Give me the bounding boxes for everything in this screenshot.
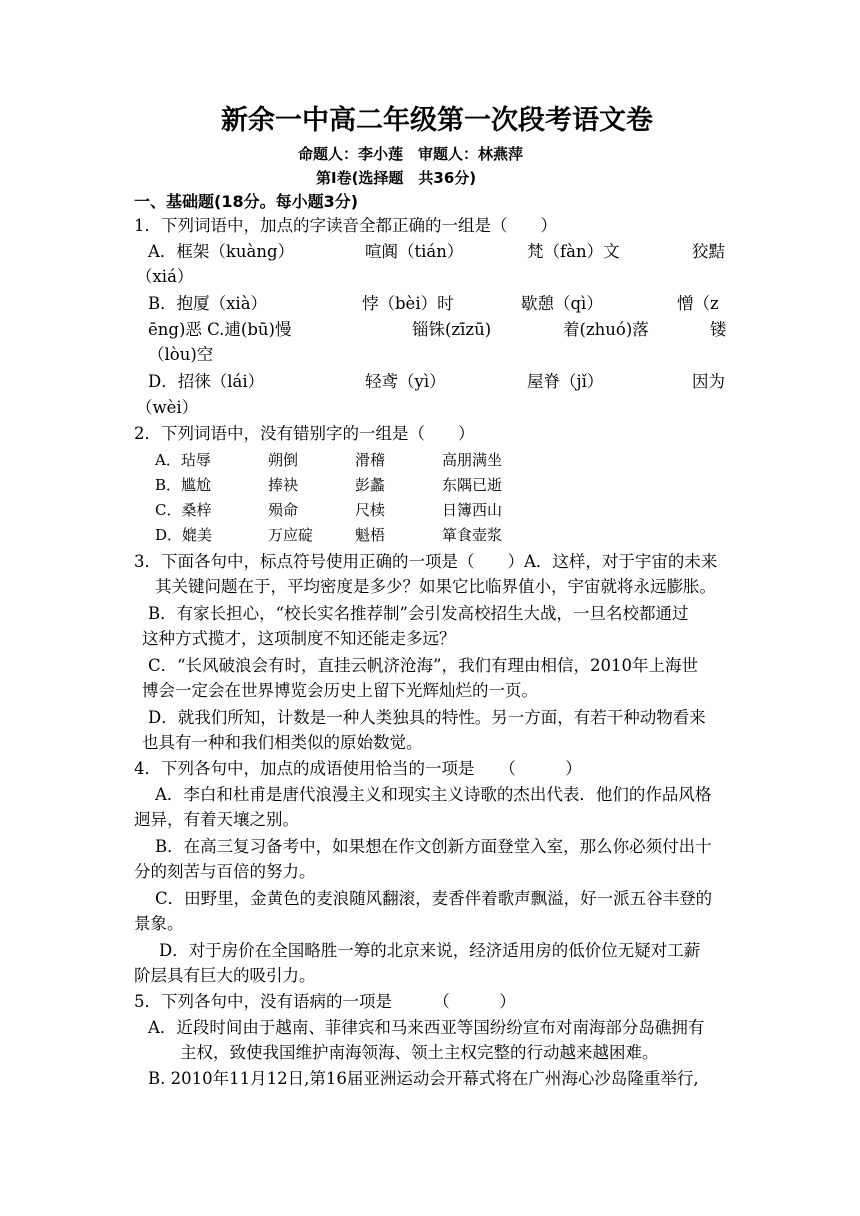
part-heading: 第Ⅰ卷(选择题 共36分) [316, 169, 477, 187]
q1-option-d-1: D．招徕（lái） [148, 372, 265, 391]
question-5-line-4: B. 2010年11月12日,第16届亚洲运动会开幕式将在广州海心沙岛隆重举行, [148, 1069, 699, 1088]
q2-a-4: 高朋满坐 [442, 451, 503, 469]
q1-option-a-2: 喧阗（tián） [365, 242, 464, 261]
question-3-line-2: 其关键问题在于，平均密度是多少？如果它比临界值小，宇宙就将永远膨胀。 [155, 577, 716, 596]
q1-option-b-4: 憎（z [677, 294, 719, 313]
section-heading: 一、基础题(18分。每小题3分) [134, 192, 359, 211]
question-3-line-3: B．有家长担心，“校长实名推荐制”会引发高校招生大战，一旦名校都通过 [148, 604, 689, 623]
question-3-line-8: 也具有一种和我们相类似的原始数觉。 [142, 733, 423, 752]
q1-option-d-2: 轻鸢（yì） [365, 372, 446, 391]
question-3-line-7: D．就我们所知，计数是一种人类独具的特性。另一方面，有若干种动物看来 [148, 708, 706, 727]
q2-a-3: 滑稽 [355, 451, 386, 469]
q1-option-a-4: 狡黠 [692, 242, 725, 261]
question-3-line-6: 博会一定会在世界博览会历史上留下光辉灿烂的一页。 [142, 681, 538, 700]
question-4-line-3: 迥异，有着天壤之别。 [134, 810, 299, 829]
authors-line: 命题人：李小莲 审题人：林燕萍 [298, 145, 524, 163]
q2-b-3: 彭蠡 [355, 476, 386, 494]
q2-c-4: 日簿西山 [442, 501, 503, 519]
q1-option-a-3: 梵（fàn）文 [527, 242, 620, 261]
q2-b-4: 东隅已逝 [442, 476, 503, 494]
question-4-line-9: 阶层具有巨大的吸引力。 [134, 966, 316, 985]
question-1-stem: 1．下列词语中，加点的字读音全都正确的一组是（ ） [134, 216, 557, 235]
q1-option-b-2: 悖（bèi）时 [362, 294, 454, 313]
question-4-line-8: D．对于房价在全国略胜一筹的北京来说，经济适用房的低价位无疑对工薪 [159, 941, 701, 960]
question-4-line-2: A．李白和杜甫是唐代浪漫主义和现实主义诗歌的杰出代表．他们的作品风格 [155, 785, 712, 804]
q2-d-1: D．媲美 [155, 526, 213, 544]
q1-option-d-5: （wèi） [136, 398, 199, 417]
question-5-line-2: A．近段时间由于越南、菲律宾和马来西亚等国纷纷宣布对南海部分岛礁拥有 [148, 1018, 705, 1037]
q2-a-2: 朔倒 [268, 451, 299, 469]
question-4-line-4: B．在高三复习备考中，如果想在作文创新方面登堂入室，那么你必须付出十 [155, 837, 712, 856]
question-3-line-5: C．“长风破浪会有时，直挂云帆济沧海”，我们有理由相信，2010年上海世 [148, 656, 698, 675]
q1-option-b-7: 着(zhuó)落 [563, 320, 649, 339]
q1-option-d-3: 屋脊（jǐ） [527, 372, 604, 391]
q2-b-1: B．尴尬 [155, 476, 212, 494]
q1-option-b-8: 镂 [710, 320, 727, 339]
q1-option-d-4: 因为 [692, 372, 725, 391]
question-3-line-4: 这种方式揽才，这项制度不知还能走多远？ [142, 629, 456, 648]
page-title: 新余一中高二年级第一次段考语文卷 [221, 105, 653, 136]
q1-option-b-1: B．抱厦（xià） [148, 294, 268, 313]
q1-option-b-6: 锱铢(zīzū) [412, 320, 492, 339]
q1-option-b-9: （lòu)空 [148, 345, 214, 364]
q2-c-2: 殒命 [268, 501, 299, 519]
q2-options [155, 448, 535, 548]
question-4-line-7: 景象。 [134, 914, 184, 933]
q2-c-3: 尺椟 [355, 501, 386, 519]
q2-d-4: 箪食壶浆 [442, 526, 503, 544]
q2-a-1: A．玷辱 [155, 451, 211, 469]
q1-option-a-1: A．框架（kuàng） [148, 242, 295, 261]
question-3-line-1: 3．下面各句中，标点符号使用正确的一项是（ ）A．这样，对于宇宙的未来 [134, 552, 718, 571]
question-5-line-3: 主权，致使我国维护南海领海、领土主权完整的行动越来越困难。 [180, 1043, 659, 1062]
question-2-stem: 2．下列词语中，没有错别字的一组是（ ） [134, 424, 475, 443]
question-5-line-1: 5．下列各句中，没有语病的一项是 （ ） [134, 992, 516, 1011]
question-4-line-5: 分的刻苦与百倍的努力。 [134, 862, 316, 881]
q2-d-2: 万应碇 [268, 526, 314, 544]
question-4-line-1: 4．下列各句中，加点的成语使用恰当的一项是 （ ） [134, 759, 582, 778]
q1-option-a-5: （xiá） [136, 267, 194, 286]
question-4-line-6: C．田野里，金黄色的麦浪随风翻滚，麦香伴着歌声飘溢，好一派五谷丰登的 [155, 889, 713, 908]
q2-b-2: 捧袂 [268, 476, 299, 494]
q2-c-1: C．桑梓 [155, 501, 212, 519]
q1-option-b-3: 歇憩（qì） [521, 294, 603, 313]
q1-option-b-5: ēng)恶 C.逋(bū)慢 [148, 320, 292, 339]
q2-d-3: 魁梧 [355, 526, 386, 544]
